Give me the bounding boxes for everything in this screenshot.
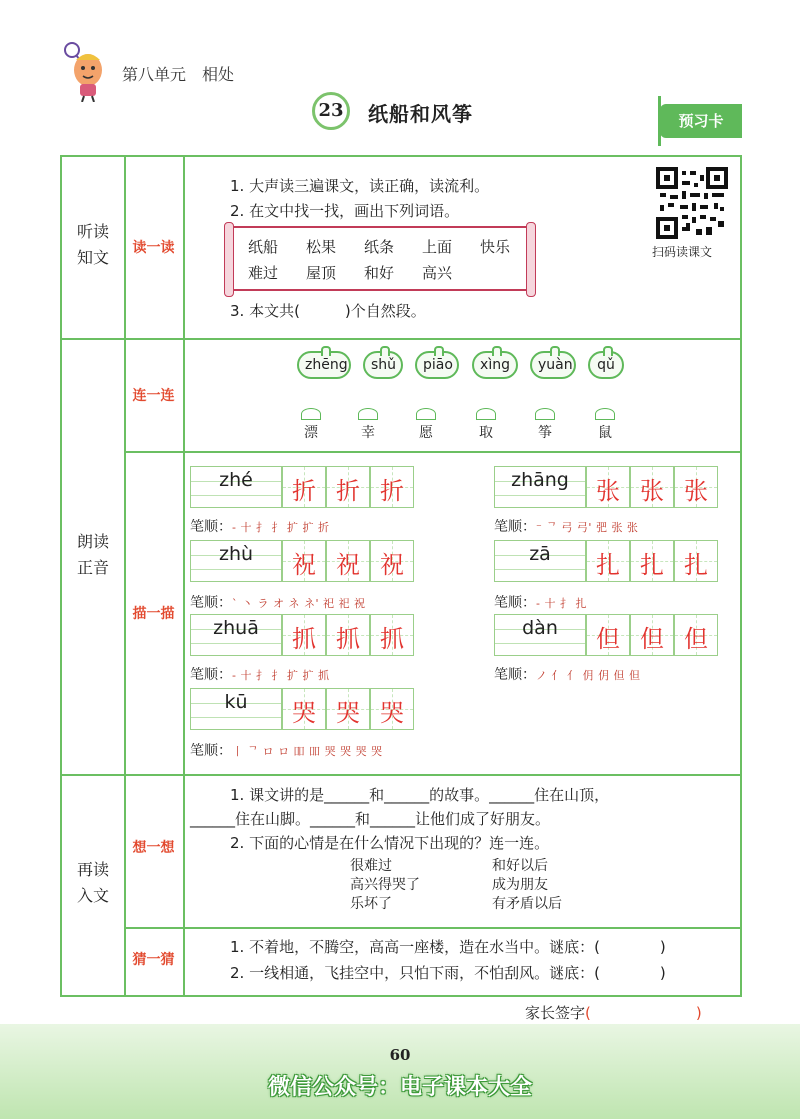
riddle-1: 1. 不着地，不腾空，高高一座楼，造在水当中。谜底：( ) [230,938,666,956]
page-number: 60 [389,1046,411,1064]
instruction-3: 3. 本文共( )个自然段。 [230,302,426,320]
question-2: 2. 下面的心情是在什么情况下出现的？连一连。 [230,834,550,852]
mascot-icon [58,40,112,102]
char-cell[interactable]: 张 [586,466,630,508]
pinyin-blob[interactable]: piāo [415,351,459,379]
pinyin-blob[interactable]: qǔ [588,351,624,379]
word: 松果 [306,238,337,256]
char-cell[interactable]: 折 [370,466,414,508]
character-sprout[interactable]: 筝 [530,408,560,442]
parent-signature[interactable]: 家长签字( ) [525,1004,702,1022]
section-label-pronounce: 朗读 正音 [76,532,109,577]
pinyin-box: zhé [190,466,282,508]
qr-code-icon[interactable] [656,167,728,239]
pinyin-box: zhù [190,540,282,582]
stroke-order: 笔顺：ノ 亻 亻 仴 仴 但 但 [494,667,641,683]
word: 快乐 [480,238,511,256]
char-cell[interactable]: 抓 [370,614,414,656]
instruction-2: 2. 在文中找一找，画出下列词语。 [230,202,460,220]
question-1-line-2: ______住在山脚。______和______让他们成了好朋友。 [190,810,551,828]
question-1-line-1: 1. 课文讲的是______和______的故事。______住在山顶， [230,786,610,804]
match-left-item[interactable]: 乐坏了 [350,896,392,912]
stroke-order: 笔顺：⁻ ᄀ 弓 弓' 弝 张 张 [494,519,639,535]
char-cell[interactable]: 但 [586,614,630,656]
activity-connect: 连一连 [132,388,175,404]
word: 屋顶 [306,264,337,282]
wechat-watermark: 微信公众号：电子课本大全 [267,1075,532,1100]
section-label-reread: 再读 入文 [76,860,109,905]
section-label-listen: 听读 知文 [76,222,109,267]
word: 高兴 [422,264,453,282]
match-left-item[interactable]: 高兴得哭了 [350,877,420,893]
char-cell[interactable]: 祝 [282,540,326,582]
character-sprout[interactable]: 愿 [411,408,441,442]
char-cell[interactable]: 哭 [282,688,326,730]
character-sprout[interactable]: 取 [471,408,501,442]
char-cell[interactable]: 祝 [370,540,414,582]
pinyin-blob[interactable]: xìng [472,351,518,379]
word-scroll [230,226,530,291]
pinyin-blob[interactable]: yuàn [530,351,576,379]
match-left-item[interactable]: 很难过 [350,858,392,874]
match-right-item[interactable]: 成为朋友 [492,877,548,893]
char-cell[interactable]: 但 [674,614,718,656]
word: 上面 [422,238,453,256]
char-cell[interactable]: 祝 [326,540,370,582]
preview-card-tag: 预习卡 [660,104,742,138]
instruction-1: 1. 大声读三遍课文，读正确，读流利。 [230,177,490,195]
lesson-number-badge: 23 [312,92,350,130]
char-cell[interactable]: 折 [326,466,370,508]
character-sprout[interactable]: 幸 [353,408,383,442]
pinyin-blob[interactable]: zhēng [297,351,351,379]
word: 和好 [364,264,395,282]
pinyin-box: dàn [494,614,586,656]
stroke-order: 笔顺：- 十 扌 扌 扩 扩 抓 [190,667,330,683]
riddle-2: 2. 一线相通，飞挂空中，只怕下雨，不怕刮风。谜底：( ) [230,964,666,982]
stroke-order: 笔顺：- 十 扌 扎 [494,595,587,611]
char-cell[interactable]: 折 [282,466,326,508]
char-cell[interactable]: 抓 [326,614,370,656]
stroke-order: 笔顺：丨 ᄀ ロ ロ 吅 吅 哭 哭 哭 哭 [190,743,383,759]
activity-trace: 描一描 [132,606,175,622]
pinyin-box: zhāng [494,466,586,508]
char-cell[interactable]: 扎 [586,540,630,582]
char-cell[interactable]: 张 [630,466,674,508]
pinyin-box: zhuā [190,614,282,656]
word: 难过 [248,264,279,282]
character-sprout[interactable]: 漂 [296,408,326,442]
activity-guess: 猜一猜 [132,952,175,968]
character-sprout[interactable]: 鼠 [590,408,620,442]
lesson-title: 纸船和风筝 [368,102,473,126]
pinyin-blob[interactable]: shǔ [363,351,403,379]
char-cell[interactable]: 但 [630,614,674,656]
pinyin-box: zā [494,540,586,582]
char-cell[interactable]: 哭 [326,688,370,730]
unit-title: 第八单元 相处 [122,65,235,84]
qr-caption: 扫码读课文 [652,245,713,259]
match-right-item[interactable]: 和好以后 [492,858,548,874]
stroke-order: 笔顺：` 丶 ラ オ ネ ネ' 祀 祀 祝 [190,595,366,611]
activity-think: 想一想 [132,840,175,856]
char-cell[interactable]: 张 [674,466,718,508]
match-right-item[interactable]: 有矛盾以后 [492,896,562,912]
word: 纸条 [364,238,395,256]
pinyin-box: kū [190,688,282,730]
activity-read: 读一读 [132,240,175,256]
char-cell[interactable]: 哭 [370,688,414,730]
char-cell[interactable]: 抓 [282,614,326,656]
word: 纸船 [248,238,279,256]
char-cell[interactable]: 扎 [674,540,718,582]
char-cell[interactable]: 扎 [630,540,674,582]
stroke-order: 笔顺：- 十 扌 扌 扩 扩 折 [190,519,330,535]
